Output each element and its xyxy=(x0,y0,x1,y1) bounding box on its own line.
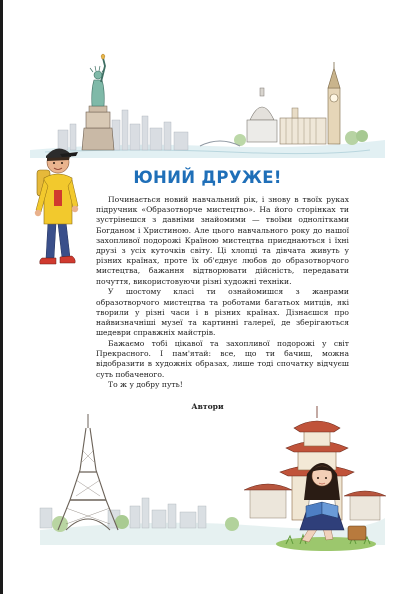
paragraph-farewell: То ж у добру путь! xyxy=(108,380,183,390)
authors-signature: Автори xyxy=(191,402,224,411)
page-title: ЮНИЙ ДРУЖЕ! xyxy=(133,168,282,187)
body-text xyxy=(96,195,349,391)
london-skyline-icon xyxy=(200,62,368,146)
paragraph-intro: Починається новий навчальний рік, і знову в твоїх руках підручник «Образотворче мистецтво». На його сторінках ти зустрінешся з давніми знайомими — твоїми однолітками Богданом і Христиною. Але цього навчального року до нашої захопливої подорожі Країною мистецтва приєднаються і їхні друзі з усіх куточків світу. Ці хлопці та дівчата живуть у різних країнах, проте їх об'єднує любов до образотворчого мистецтва, бажання відтворювати дійсність, передавати почуття, використовуючи різні художні техніки. xyxy=(96,195,349,286)
statue-of-liberty-icon xyxy=(82,54,114,150)
paragraph-sixth-grade: У шостому класі ти ознайомишся з жанрами образотворчого мистецтва та роботами багатьох митців, які творили у різні часи і в різних країнах. Дізнаєшся про найвизначніші музеї та картинні галереї, де зберігаються шедеври справжніх майстрів. xyxy=(96,287,349,338)
boy-with-backpack-icon xyxy=(35,148,78,264)
paragraph-wishes: Бажаємо тобі цікавої та захопливої подорожі у світ Прекрасного. І пам'ятай: все, що ти бачиш, можна відобразити в художніх образах, лише тоді спочатку відчуєш суть побаченого. xyxy=(96,339,349,379)
